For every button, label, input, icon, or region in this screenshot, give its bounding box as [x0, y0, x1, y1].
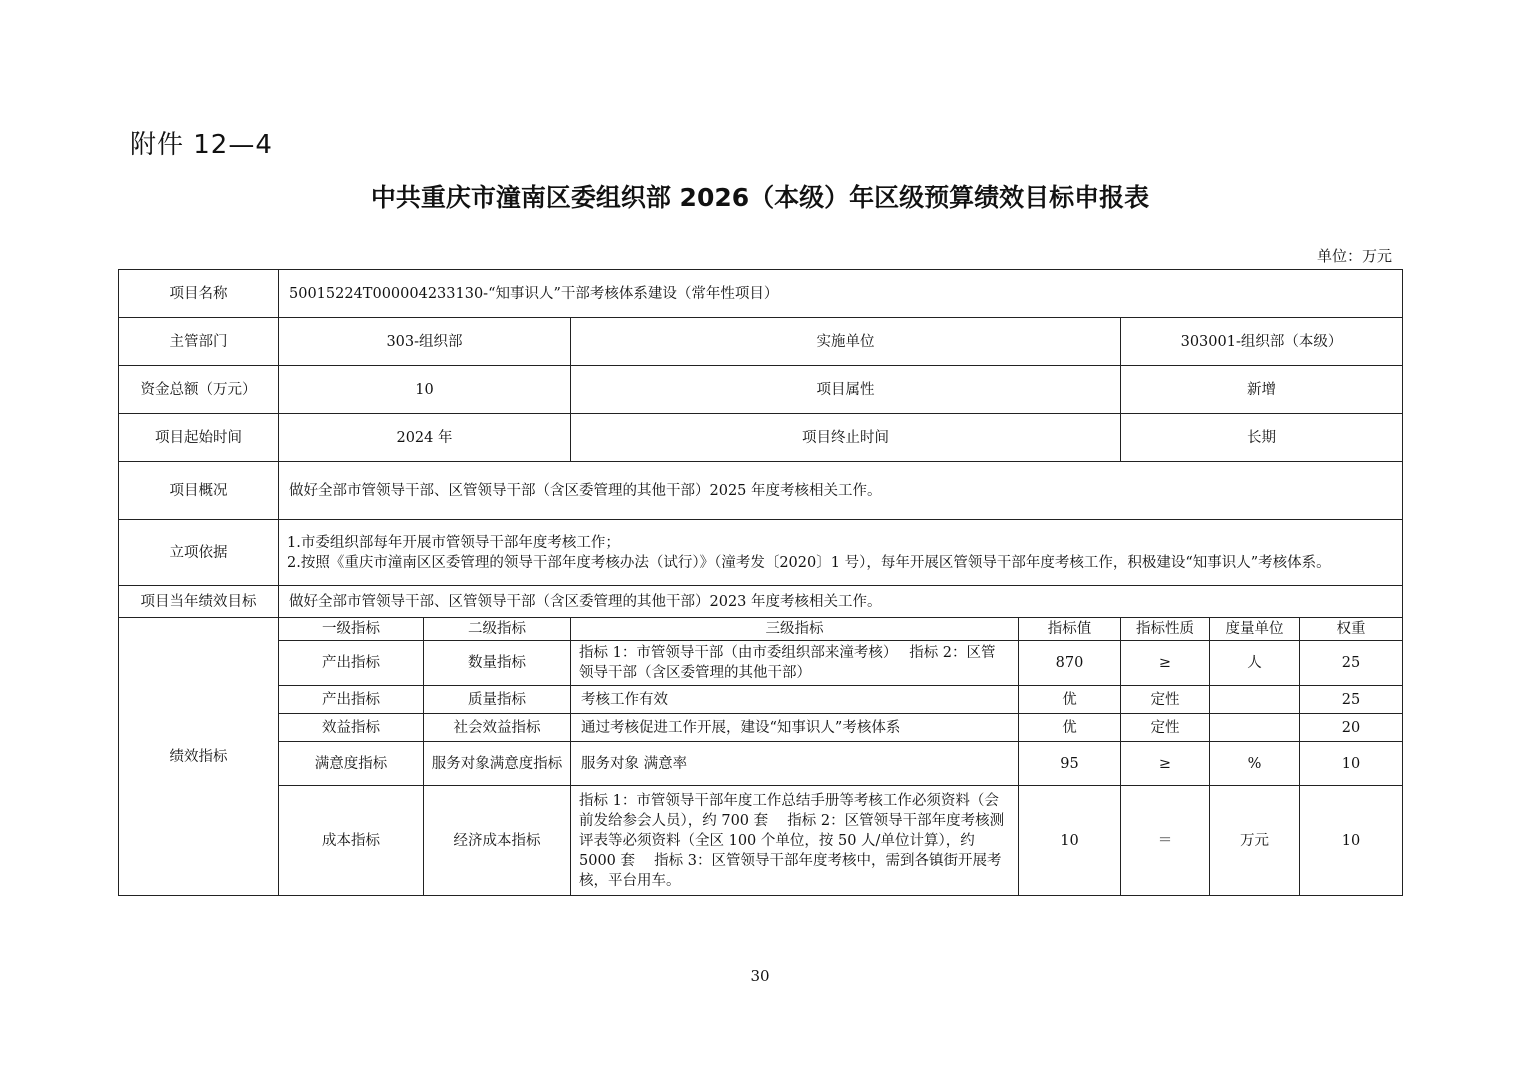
indicator-nature: ≥: [1121, 641, 1210, 686]
indicator-weight: 20: [1300, 714, 1403, 742]
indicator-weight: 25: [1300, 641, 1403, 686]
row-department: [119, 318, 1403, 366]
indicator-row: [119, 786, 1403, 896]
indicator-section-label: 绩效指标: [119, 618, 279, 896]
basis-line-2: 2.按照《重庆市潼南区区委管理的领导干部年度考核办法（试行）》（潼考发〔2020〕1 号），每年开展区管领导干部年度考核工作，积极建设“知事识人”考核体系。: [287, 554, 1331, 571]
indicator-level2: 服务对象满意度指标: [424, 742, 571, 786]
indicator-level3: 通过考核促进工作开展，建设“知事识人”考核体系: [571, 714, 1019, 742]
fund-label: 资金总额（万元）: [119, 366, 279, 414]
indicator-weight: 25: [1300, 686, 1403, 714]
indicator-row: [119, 714, 1403, 742]
indicator-level2: 经济成本指标: [424, 786, 571, 896]
indicator-level2: 质量指标: [424, 686, 571, 714]
indicator-unit: [1210, 686, 1300, 714]
indicator-level1: 成本指标: [279, 786, 424, 896]
indicator-value: 95: [1019, 742, 1121, 786]
indicator-unit: [1210, 714, 1300, 742]
indicator-value: 10: [1019, 786, 1121, 896]
indicator-weight: 10: [1300, 786, 1403, 896]
indicator-value: 优: [1019, 686, 1121, 714]
project-name-value: 50015224T000004233130-“知事识人”干部考核体系建设（常年性项目）: [279, 270, 1403, 318]
goal-label: 项目当年绩效目标: [119, 586, 279, 618]
header-level3: 三级指标: [571, 618, 1019, 641]
row-overview: [119, 462, 1403, 520]
indicator-row: [119, 742, 1403, 786]
start-value: 2024 年: [279, 414, 571, 462]
start-label: 项目起始时间: [119, 414, 279, 462]
indicator-level2: 数量指标: [424, 641, 571, 686]
indicator-level1: 满意度指标: [279, 742, 424, 786]
indicator-level3: 服务对象 满意率: [571, 742, 1019, 786]
indicator-header-row: [119, 618, 1403, 641]
overview-label: 项目概况: [119, 462, 279, 520]
attr-label: 项目属性: [571, 366, 1121, 414]
indicator-nature: 定性: [1121, 686, 1210, 714]
indicator-weight: 10: [1300, 742, 1403, 786]
indicator-unit: %: [1210, 742, 1300, 786]
header-level1: 一级指标: [279, 618, 424, 641]
fund-value: 10: [279, 366, 571, 414]
indicator-level3: 指标 1：市管领导干部（由市委组织部来潼考核） 指标 2：区管领导干部（含区委管理的其他干部）: [571, 641, 1019, 686]
row-goal: [119, 586, 1403, 618]
page-number: 30: [750, 967, 770, 985]
row-basis: [119, 520, 1403, 586]
indicator-nature: ≥: [1121, 742, 1210, 786]
indicator-level1: 产出指标: [279, 641, 424, 686]
overview-value: 做好全部市管领导干部、区管领导干部（含区委管理的其他干部）2025 年度考核相关工作。: [279, 462, 1403, 520]
header-value: 指标值: [1019, 618, 1121, 641]
dept-label: 主管部门: [119, 318, 279, 366]
indicator-level3: 考核工作有效: [571, 686, 1019, 714]
row-project-name: [119, 270, 1403, 318]
indicator-nature: 定性: [1121, 714, 1210, 742]
unit-label: 单位：万元: [1316, 247, 1392, 265]
dept-value: 303-组织部: [279, 318, 571, 366]
header-unit: 度量单位: [1210, 618, 1300, 641]
impl-label: 实施单位: [571, 318, 1121, 366]
basis-line-1: 1.市委组织部每年开展市管领导干部年度考核工作；: [287, 534, 620, 551]
performance-target-table: [118, 269, 1403, 896]
end-label: 项目终止时间: [571, 414, 1121, 462]
goal-value: 做好全部市管领导干部、区管领导干部（含区委管理的其他干部）2023 年度考核相关工作。: [279, 586, 1403, 618]
row-fund: [119, 366, 1403, 414]
project-name-label: 项目名称: [119, 270, 279, 318]
indicator-level3: 指标 1：市管领导干部年度工作总结手册等考核工作必须资料（会前发给参会人员），约 700 套 指标 2：区管领导干部年度考核测评表等必须资料（全区 100 个单位，按 50 人/单位计算），约 5000 套 指标 3：区管领导干部年度考核中，需到各镇街开展考核，平台用车。: [571, 786, 1019, 896]
indicator-row: [119, 641, 1403, 686]
indicator-level2: 社会效益指标: [424, 714, 571, 742]
header-level2: 二级指标: [424, 618, 571, 641]
end-value: 长期: [1121, 414, 1403, 462]
basis-value: [279, 520, 1403, 586]
indicator-level1: 产出指标: [279, 686, 424, 714]
impl-value: 303001-组织部（本级）: [1121, 318, 1403, 366]
attachment-label: 附件 12—4: [130, 130, 273, 160]
attr-value: 新增: [1121, 366, 1403, 414]
indicator-row: [119, 686, 1403, 714]
indicator-unit: 万元: [1210, 786, 1300, 896]
indicator-value: 优: [1019, 714, 1121, 742]
indicator-nature: ＝: [1121, 786, 1210, 896]
header-nature: 指标性质: [1121, 618, 1210, 641]
indicator-unit: 人: [1210, 641, 1300, 686]
page-title: 中共重庆市潼南区委组织部 2026（本级）年区级预算绩效目标申报表: [370, 183, 1150, 212]
indicator-value: 870: [1019, 641, 1121, 686]
basis-label: 立项依据: [119, 520, 279, 586]
indicator-level1: 效益指标: [279, 714, 424, 742]
header-weight: 权重: [1300, 618, 1403, 641]
row-time: [119, 414, 1403, 462]
